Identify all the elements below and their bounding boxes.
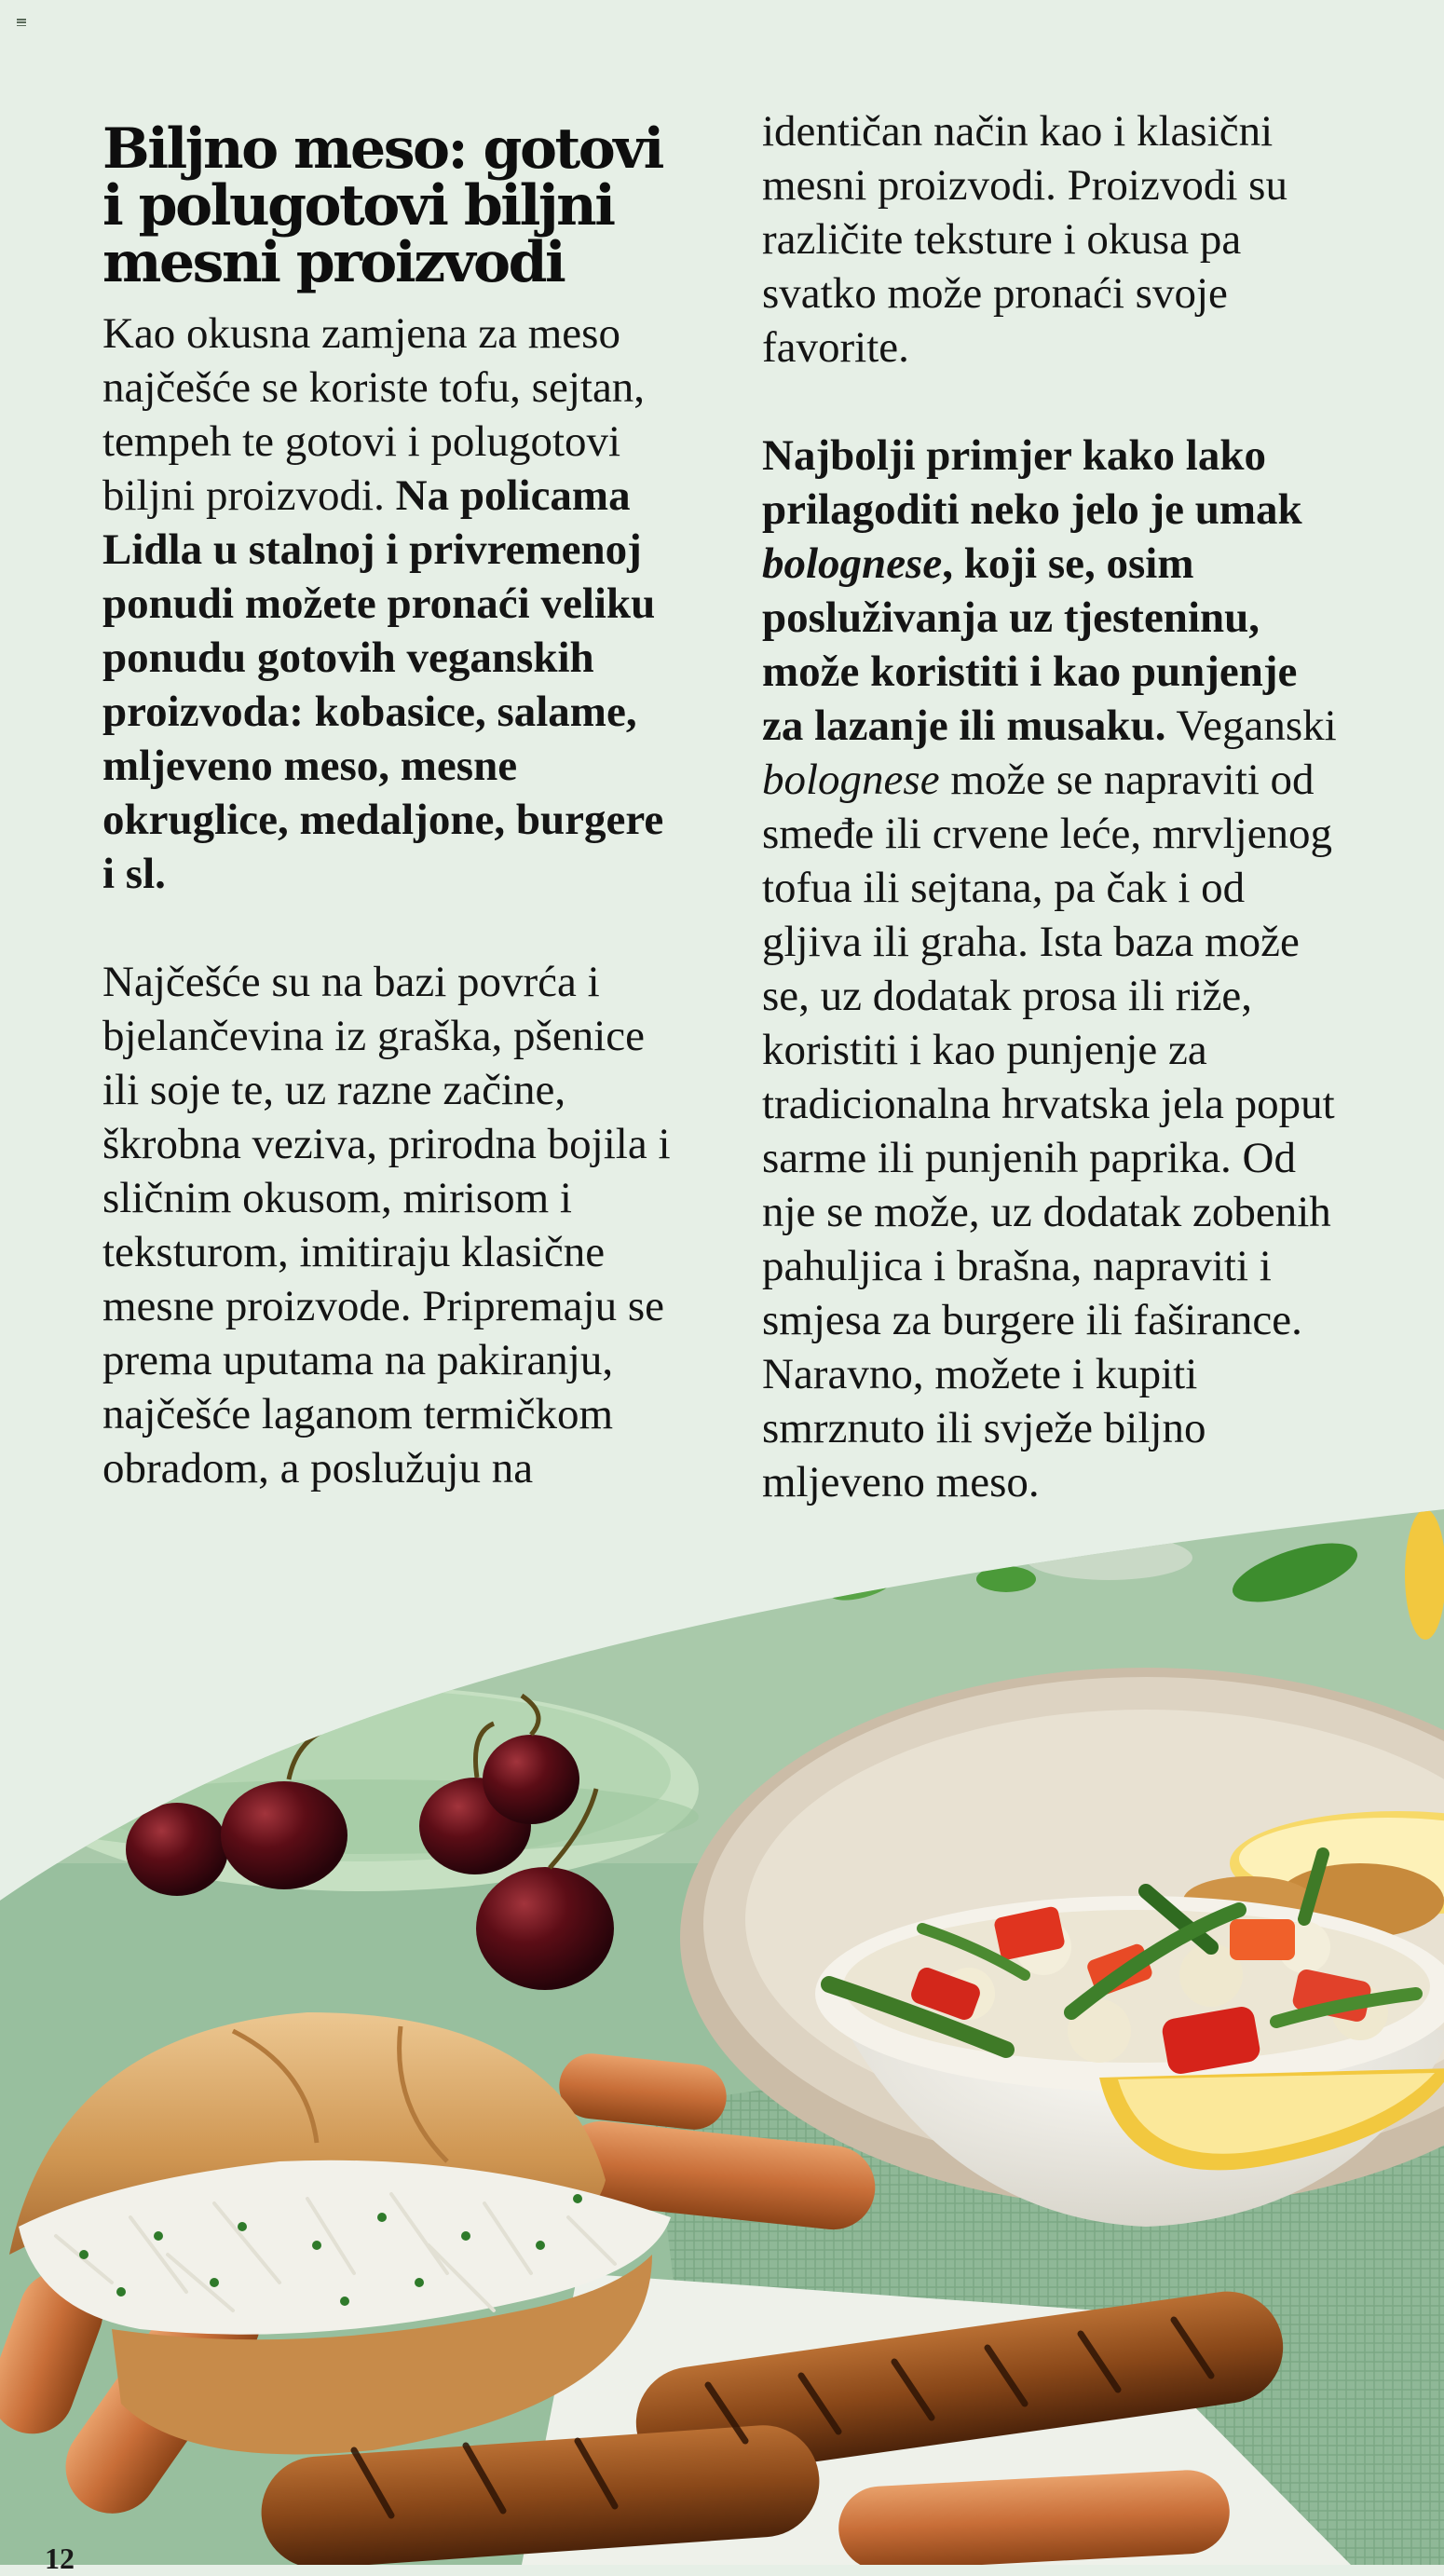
right-p2-bold-a: Najbolji primjer kako lako prilagoditi neko jelo je umak: [762, 431, 1302, 534]
left-p1-bold: Na policama Lidla u stalnoj i privremenoj ponudi možete pronaći veliku ponudu gotovih veganskih proizvoda: kobasice, salame, mljeveno meso, mesne okruglice, medaljone, burgere i sl.: [102, 471, 664, 898]
left-paragraph-1: [102, 307, 685, 901]
right-paragraph-1: identičan način kao i klasični mesni proizvodi. Proizvodi su različite teksture i okusa pa svatko može pronaći svoje favorite.: [762, 107, 1287, 372]
right-p2-text-b: može se napraviti od smeđe ili crvene leće, mrvljenog tofua ili sejtana, pa čak i od gljiva ili graha. Ista baza može se, uz dodatak prosa ili riže, koristiti i kao punjenje za tradicionalna hrvatska jela poput sarme ili punjenih paprika. Od nje se može, uz dodatak zobenih pahuljica i brašna, napraviti i smjesa za burgere ili faširance. Naravno, možete i kupiti smrznuto ili svježe biljno mljeveno meso.: [762, 756, 1335, 1506]
menu-icon[interactable]: [17, 19, 26, 26]
right-p2-bold-italic: bolognese: [762, 539, 943, 588]
left-column: [102, 104, 685, 1495]
article-title: Biljno meso: gotovi i polugotovi biljni mesni proizvodi: [102, 116, 662, 295]
right-paragraph-2: [762, 429, 1344, 1509]
right-p2-italic: bolognese: [762, 756, 940, 804]
left-p1-text: Kao okusna zamjena za meso najčešće se koriste tofu, sejtan, tempeh te gotovi i polugotovi biljni proizvodi.: [102, 309, 646, 520]
right-p2-bold-b: , koji se, osim posluživanja uz tjesteninu, može koristiti i kao punjenje za lazanje ili musaku.: [762, 539, 1298, 750]
right-column: [762, 104, 1344, 1509]
right-p2-text-a: Veganski: [1165, 702, 1337, 750]
page-number: 12: [45, 2542, 75, 2575]
left-paragraph-2: Najčešće su na bazi povrća i bjelančevina iz graška, pšenice ili soje te, uz razne začine, škrobna veziva, prirodna bojila i sličnim okusom, mirisom i teksturom, imitiraju klasične mesne proizvode. Pripremaju se prema uputama na pakiranju, najčešće laganom termičkom obradom, a poslužuju na: [102, 958, 671, 1492]
food-photo: [0, 1509, 1444, 2565]
photo-scene: [0, 1509, 1444, 2565]
